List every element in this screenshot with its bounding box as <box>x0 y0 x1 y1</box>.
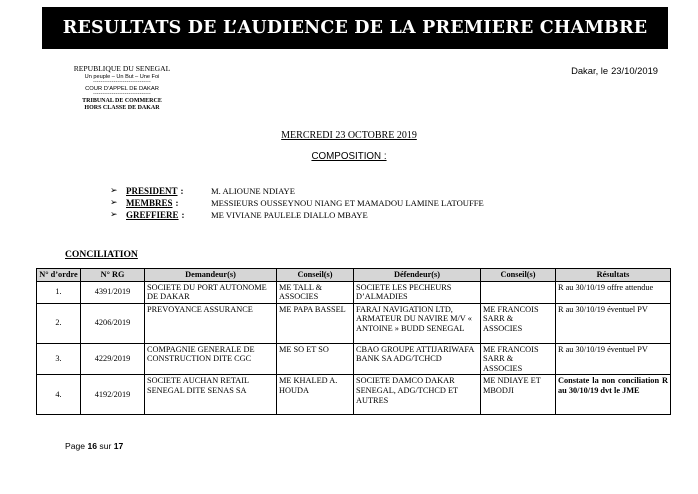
cell-conseil: ME PAPA BASSEL <box>277 303 354 343</box>
cell-resultat: R au 30/10/19 éventuel PV <box>556 303 671 343</box>
cell-ordre: 1. <box>37 281 81 303</box>
member-name: ME VIVIANE PAULELE DIALLO MBAYE <box>211 210 368 220</box>
member-name: M. ALIOUNE NDIAYE <box>211 186 295 196</box>
court-header <box>60 64 184 112</box>
role-colon: : <box>180 186 184 196</box>
cell-ordre: 3. <box>37 343 81 375</box>
header-resultats: Résultats <box>556 269 671 282</box>
header-rg: N° RG <box>81 269 145 282</box>
table-row <box>37 303 671 343</box>
motto: Un peuple – Un But – Une Foi <box>84 74 160 80</box>
composition-title: COMPOSITION : <box>311 151 387 162</box>
role-colon: : <box>181 210 185 220</box>
composition-item <box>110 209 484 221</box>
section-title: CONCILIATION <box>65 249 138 260</box>
separator: ------------------------------- <box>93 80 151 85</box>
page-number: 16 <box>87 441 98 451</box>
cell-conseil: ME FRANCOIS SARR & ASSOCIES <box>481 303 556 343</box>
cell-rg: 4229/2019 <box>81 343 145 375</box>
header-defendeur: Défendeur(s) <box>354 269 481 282</box>
republic-label: REPUBLIQUE DU SENEGAL <box>73 64 171 73</box>
tribunal-name: TRIBUNAL DE COMMERCE <box>82 98 162 104</box>
cell-rg: 4192/2019 <box>81 375 145 415</box>
page-banner: RESULTATS DE L’AUDIENCE DE LA PREMIERE CHAMBRE <box>42 7 668 49</box>
cell-rg: 4206/2019 <box>81 303 145 343</box>
cell-conseil: ME NDIAYE ET MBODJI <box>481 375 556 415</box>
composition-item <box>110 197 484 209</box>
cell-defendeur: CBAO GROUPE ATTIJARIWAFA BANK SA ADG/TCHCD <box>354 343 481 375</box>
cell-conseil <box>481 281 556 303</box>
arrow-bullet-icon: ➢ <box>110 198 118 208</box>
composition-item <box>110 185 484 197</box>
cell-demandeur: SOCIETE AUCHAN RETAIL SENEGAL DITE SENAS SA <box>145 375 277 415</box>
role-colon: : <box>175 198 179 208</box>
page-total: 17 <box>113 441 124 451</box>
composition-list <box>110 185 484 221</box>
page-footer <box>65 441 123 451</box>
cell-rg: 4391/2019 <box>81 281 145 303</box>
arrow-bullet-icon: ➢ <box>110 186 118 196</box>
table-row <box>37 343 671 375</box>
court-name: COUR D’APPEL DE DAKAR <box>85 86 159 92</box>
table-header-row <box>37 269 671 282</box>
cell-ordre: 2. <box>37 303 81 343</box>
cell-conseil: ME KHALED A. HOUDA <box>277 375 354 415</box>
date-value: 23/10/2019 <box>611 65 658 76</box>
header-conseil: Conseil(s) <box>481 269 556 282</box>
page-sur: sur <box>99 441 112 451</box>
results-table <box>36 268 671 415</box>
cell-conseil: ME FRANCOIS SARR & ASSOCIES <box>481 343 556 375</box>
document-date <box>568 65 658 76</box>
role-label: MEMBRES <box>126 198 173 208</box>
table-row <box>37 281 671 303</box>
role-label: GREFFIERE <box>126 210 179 220</box>
tribunal-class: HORS CLASSE DE DAKAR <box>84 105 160 111</box>
session-date: MERCREDI 23 OCTOBRE 2019 <box>281 130 417 141</box>
header-conseil: Conseil(s) <box>277 269 354 282</box>
date-place: Dakar, le <box>571 65 609 76</box>
separator: ------------------------------- <box>93 92 151 97</box>
cell-resultat: R au 30/10/19 éventuel PV <box>556 343 671 375</box>
cell-demandeur: PREVOYANCE ASSURANCE <box>145 303 277 343</box>
cell-resultat: Constate la non conciliation R au 30/10/19 dvt le JME <box>556 375 671 415</box>
member-name: MESSIEURS OUSSEYNOU NIANG ET MAMADOU LAMINE LATOUFFE <box>211 198 484 208</box>
cell-defendeur: SOCIETE DAMCO DAKAR SENEGAL, ADG/TCHCD ET AUTRES <box>354 375 481 415</box>
cell-demandeur: SOCIETE DU PORT AUTONOME DE DAKAR <box>145 281 277 303</box>
cell-defendeur: SOCIETE LES PECHEURS D’ALMADIES <box>354 281 481 303</box>
cell-conseil: ME SO ET SO <box>277 343 354 375</box>
arrow-bullet-icon: ➢ <box>110 210 118 220</box>
table-row <box>37 375 671 415</box>
role-label: PRESIDENT <box>126 186 178 196</box>
cell-demandeur: COMPAGNIE GENERALE DE CONSTRUCTION DITE CGC <box>145 343 277 375</box>
page-label: Page <box>65 441 86 451</box>
cell-conseil: ME TALL & ASSOCIES <box>277 281 354 303</box>
cell-defendeur: FARAJ NAVIGATION LTD, ARMATEUR DU NAVIRE M/V « ANTOINE » BUDD SENEGAL <box>354 303 481 343</box>
header-demandeur: Demandeur(s) <box>145 269 277 282</box>
cell-resultat: R au 30/10/19 offre attendue <box>556 281 671 303</box>
header-ordre: N° d’ordre <box>37 269 81 282</box>
cell-ordre: 4. <box>37 375 81 415</box>
